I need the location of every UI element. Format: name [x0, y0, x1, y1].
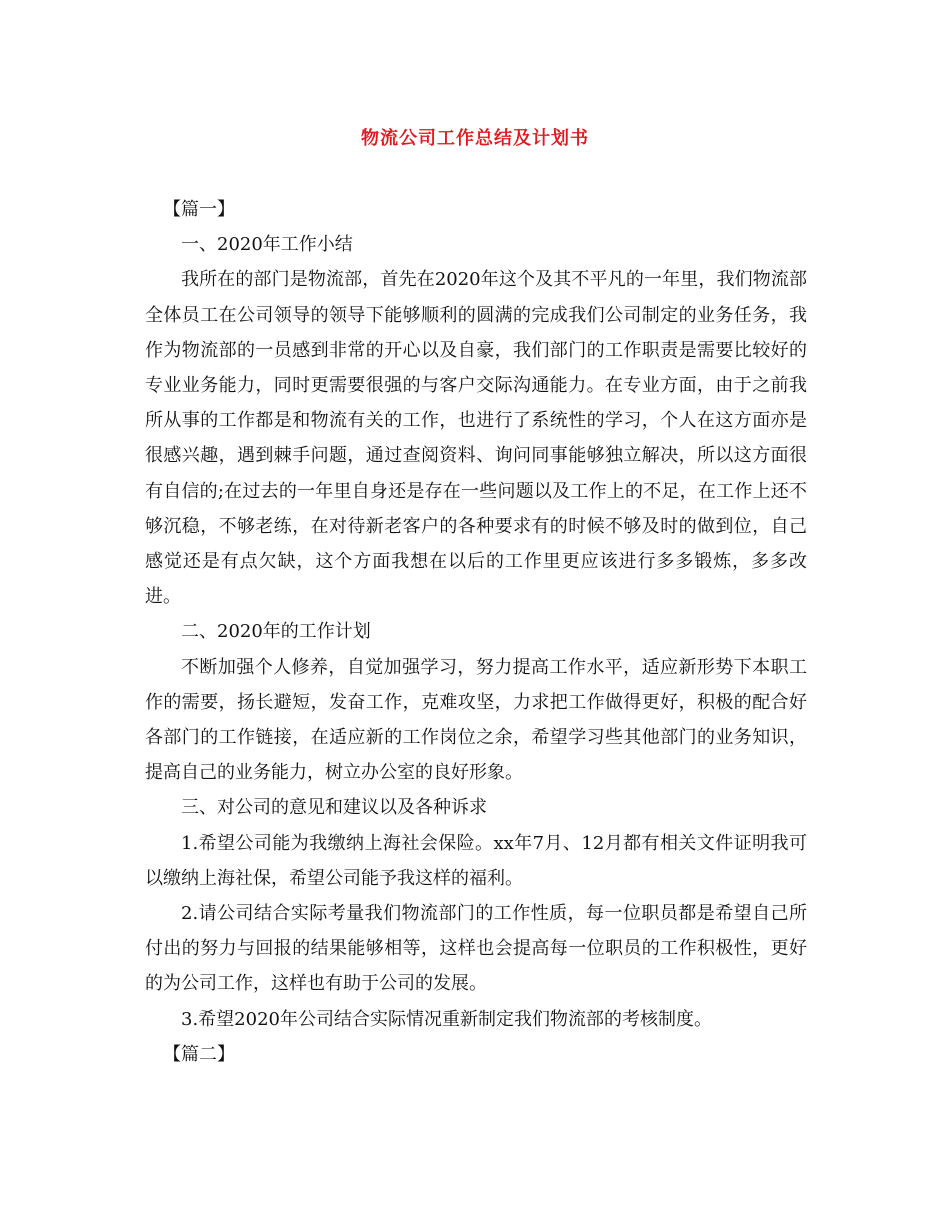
heading-2020-work-summary: 一、2020年工作小结 — [181, 234, 353, 256]
section-label-part-two: 【篇二】 — [163, 1043, 235, 1065]
suggestion-item-3: 3.希望2020年公司结合实际情况重新制定我们物流部的考核制度。 — [181, 1008, 712, 1030]
paragraph-summary: 我所在的部门是物流部，首先在2020年这个及其不平凡的一年里，我们物流部全体员工在公司领导的领导下能够顺利的圆满的完成我们公司制定的业务任务，我作为物流部的一员感到非常的开心以及自豪，我们部门的工作职责是需要比较好的专业业务能力，同时更需要很强的与客户交际沟通能力。在专业方面，由于之前我所从事的工作都是和物流有关的工作，也进行了系统性的学习，个人在这方面亦是很感兴趣，遇到棘手问题，通过查阅资料、询问同事能够独立解决，所以这方面很有自信的;在过去的一年里自身还是存在一些问题以及工作上的不足，在工作上还不够沉稳，不够老练，在对待新老客户的各种要求有的时候不够及时的做到位，自己感觉还是有点欠缺，这个方面我想在以后的工作里更应该进行多多锻炼，多多改进。 — [145, 269, 807, 608]
document-title: 物流公司工作总结及计划书 — [361, 128, 589, 149]
section-label-part-one: 【篇一】 — [163, 199, 235, 220]
paragraph-plan: 不断加强个人修养，自觉加强学习，努力提高工作水平，适应新形势下本职工作的需要，扬长避短，发奋工作，克难攻坚，力求把工作做得更好，积极的配合好各部门的工作链接，在适应新的工作岗位之余，希望学习些其他部门的业务知识，提高自己的业务能力，树立办公室的良好形象。 — [145, 656, 807, 784]
heading-suggestions: 三、对公司的意见和建议以及各种诉求 — [181, 797, 487, 819]
suggestion-item-1: 1.希望公司能为我缴纳上海社会保险。xx年7月、12月都有相关文件证明我可以缴纳上海社保，希望公司能予我这样的福利。 — [145, 832, 807, 889]
suggestion-item-2: 2.请公司结合实际考量我们物流部门的工作性质，每一位职员都是希望自己所付出的努力与回报的结果能够相等，这样也会提高每一位职员的工作积极性，更好的为公司工作，这样也有助于公司的发展。 — [145, 903, 807, 995]
heading-2020-work-plan: 二、2020年的工作计划 — [181, 621, 371, 643]
document-body — [145, 192, 807, 1072]
